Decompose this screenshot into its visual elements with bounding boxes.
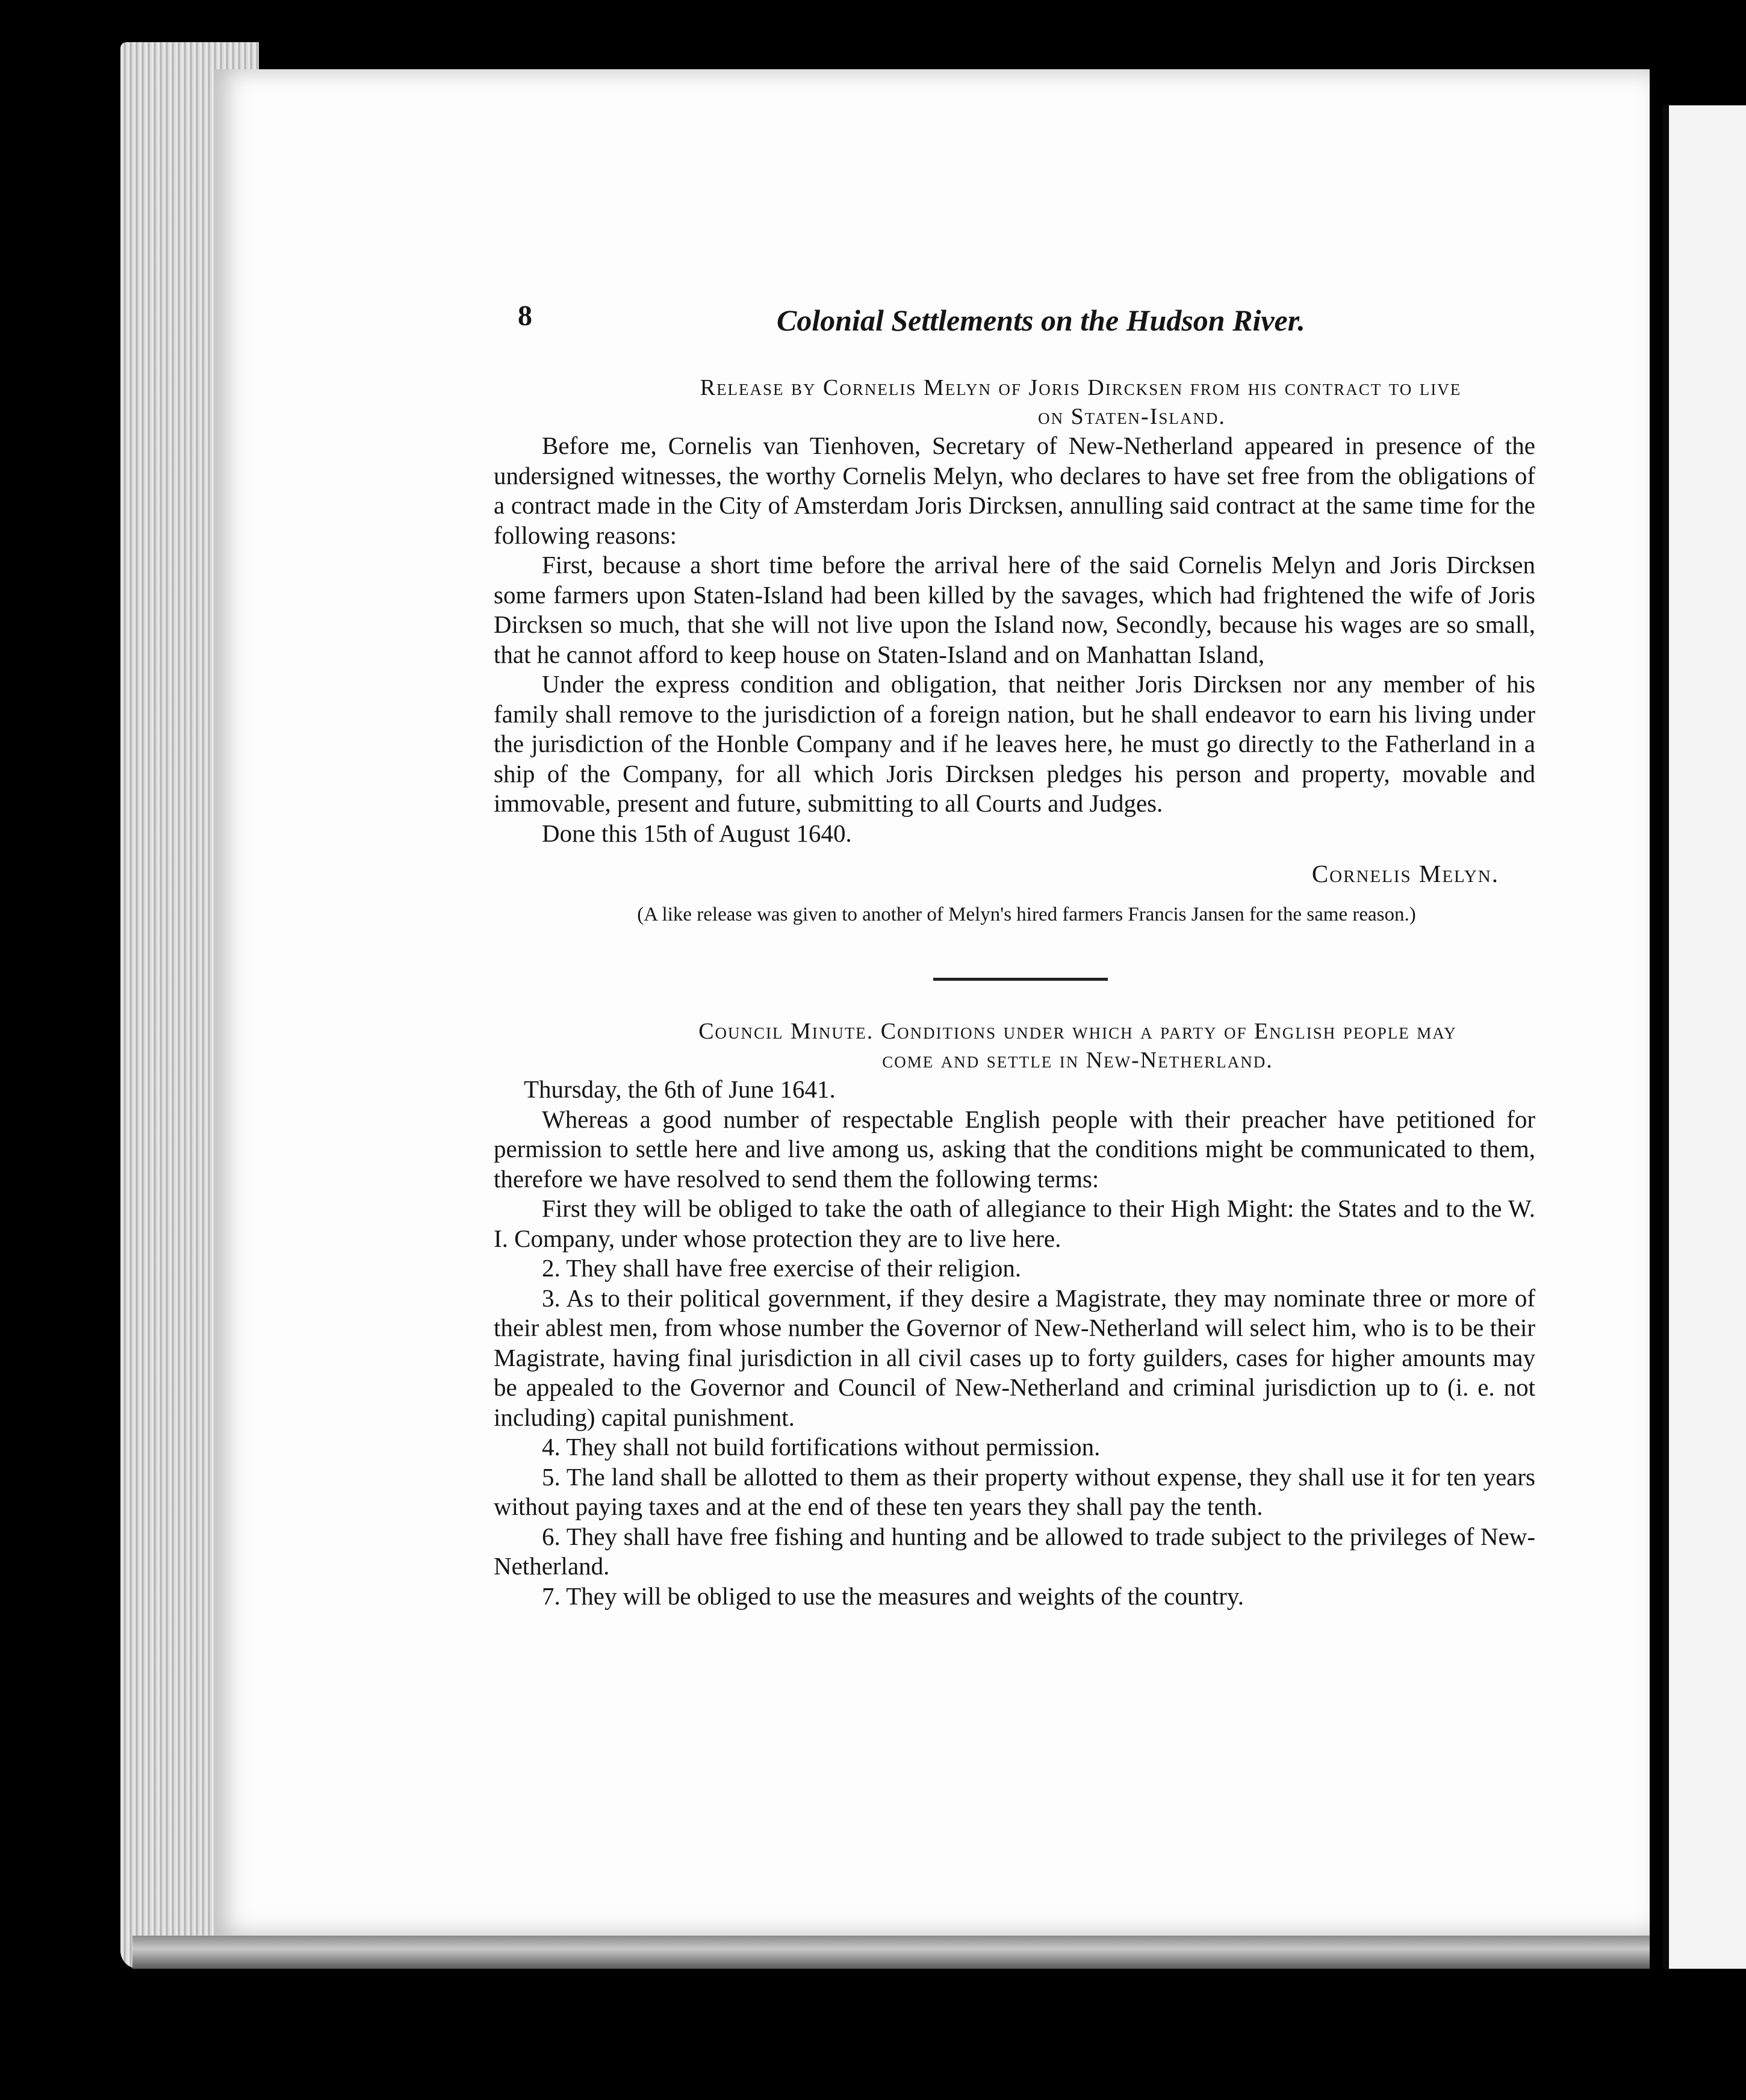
list-item: 7. They will be obliged to use the measures and weights of the country. [542, 1582, 1244, 1610]
list-item: 4. They shall not build fortifications without permission. [542, 1433, 1101, 1461]
running-header [494, 301, 1535, 343]
section-divider [933, 978, 1108, 981]
section-title-continued: come and settle in New-Netherland. [882, 1048, 1273, 1073]
running-title: Colonial Settlements on the Hudson River. [777, 303, 1305, 337]
page-number: 8 [518, 300, 532, 332]
facing-page [1663, 105, 1746, 1969]
paragraph: Under the express condition and obligation, that neither Joris Dircksen nor any member of his family shall remove to the jurisdiction of a foreign nation, but he shall endeavor to earn his living under the jurisdiction of the Honble Company and if he leaves here, he must go directly to the Fatherland in a ship of the Company, for all which Joris Dircksen pledges his person and property, movable and immovable, present and future, submitting to all Courts and Judges. [494, 670, 1535, 817]
list-item: 5. The land shall be allotted to them as their property without expense, they shall use it for ten years without paying taxes and at the end of these ten years they shall pay the tenth. [494, 1462, 1535, 1520]
section-title: Council Minute. Conditions under which a party of English people may [698, 1019, 1457, 1044]
book-binding-edge [132, 1936, 1650, 1969]
paragraph: Before me, Cornelis van Tienhoven, Secretary of New-Netherland appeared in presence of the undersigned witnesses, the worthy Cornelis Melyn, who declares to have set free from the obligations of a contract made in the City of Amsterdam Joris Dircksen, annulling said contract at the same time for the following reasons: [494, 432, 1535, 549]
paragraph: First they will be obliged to take the oath of allegiance to their High Might: the States and to the W. I. Company, under whose protection they are to live here. [494, 1194, 1535, 1252]
section-title: Release by Cornelis Melyn of Joris Dircksen from his contract to live [700, 375, 1462, 400]
footnote: (A like release was given to another of Melyn's hired farmers Francis Jansen for the same reason.) [637, 903, 1416, 925]
paragraph: Whereas a good number of respectable English people with their preacher have petitioned for permission to settle here and live among us, asking that the conditions might be communicated to them, therefore we have resolved to send them the following terms: [494, 1105, 1535, 1193]
paragraph: First, because a short time before the arrival here of the said Cornelis Melyn and Joris Dircksen some farmers upon Staten-Island had been killed by the savages, which had frightened the wife of Joris Dircksen so much, that she will not live upon the Island now, Secondly, because his wages are so small, that he cannot afford to keep house on Staten-Island and on Manhattan Island, [494, 551, 1535, 668]
paragraph: Done this 15th of August 1640. [542, 819, 852, 847]
signature: Cornelis Melyn. [1311, 860, 1499, 887]
list-item: 2. They shall have free exercise of their religion. [542, 1254, 1022, 1282]
list-item: 3. As to their political government, if they desire a Magistrate, they may nominate three or more of their ablest men, from whose number the Governor of New-Netherland will select him, who is to be their Magistrate, having final jurisdiction in all civil cases up to forty guilders, cases for higher amounts may be appealed to the Governor and Council of New-Netherland and criminal jurisdiction up to (i. e. not including) capital punishment. [494, 1284, 1535, 1431]
page-content [494, 301, 1535, 1611]
list-item: 6. They shall have free fishing and hunting and be allowed to trade subject to the privileges of New-Netherland. [494, 1522, 1535, 1580]
date-line: Thursday, the 6th of June 1641. [524, 1075, 836, 1103]
section-title-continued: on Staten-Island. [1038, 404, 1226, 429]
